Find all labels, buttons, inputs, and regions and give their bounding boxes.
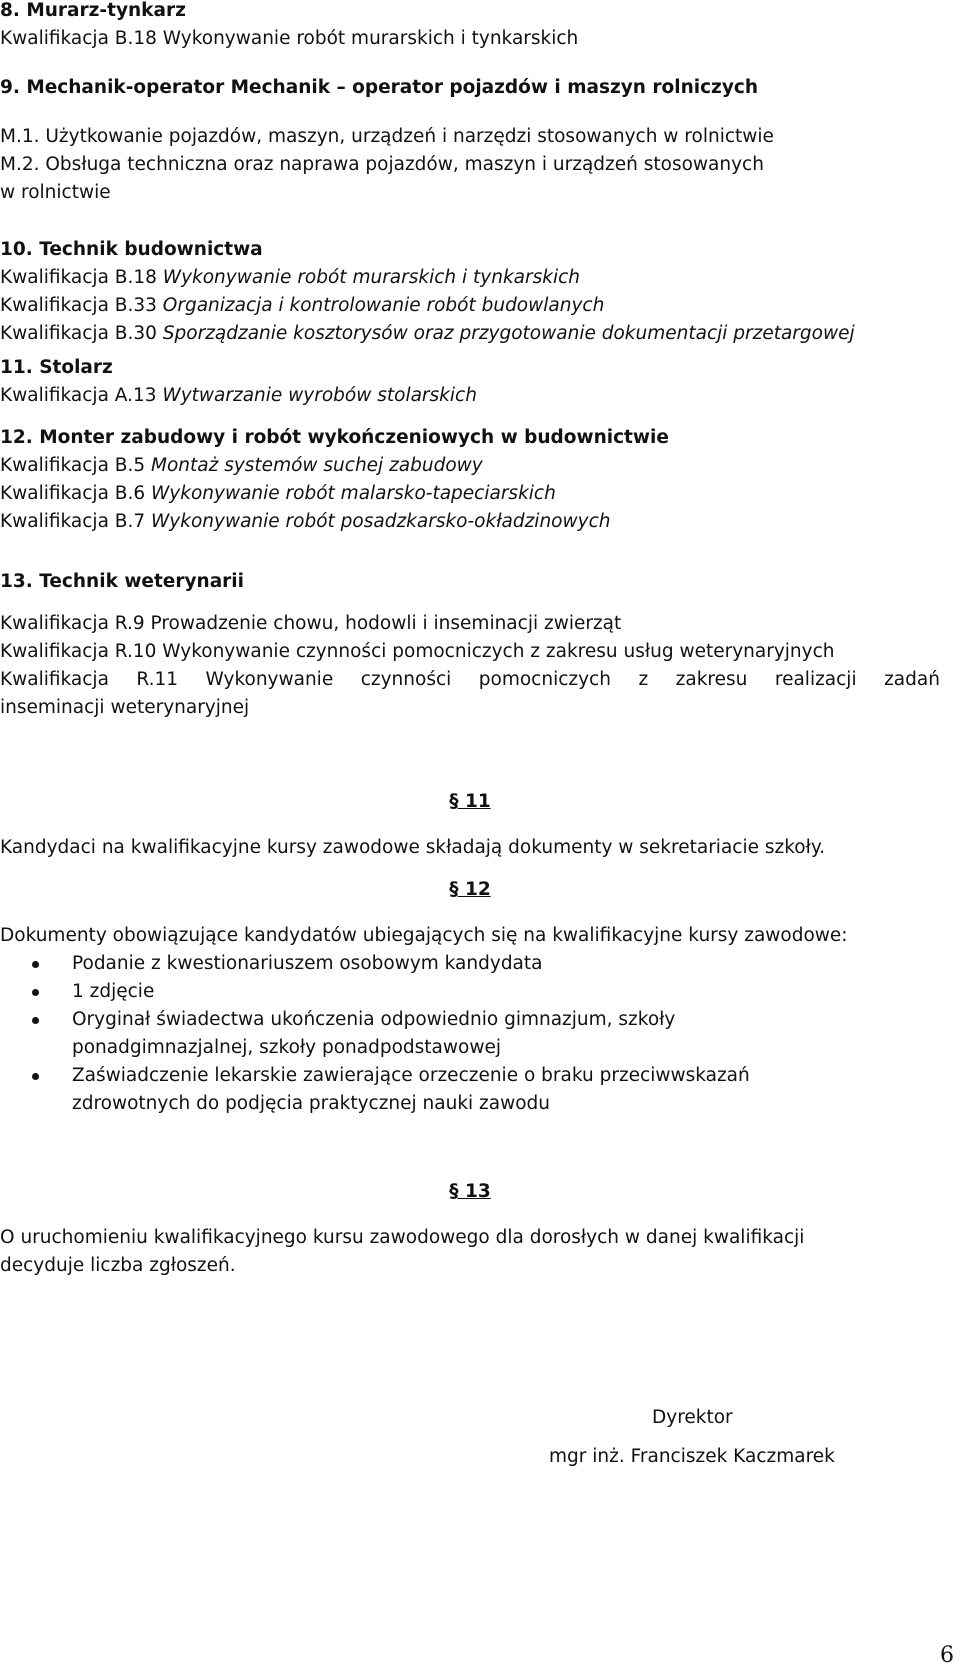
document-list [0,950,832,1118]
section-12 [0,424,940,536]
qualification-line-justified: Kwalifikacja R.11 Wykonywanie czynności pomocniczych z zakresu realizacji zadań [0,669,940,690]
section-9-line: M.1. Użytkowanie pojazdów, maszyn, urządzeń i narzędzi stosowanych w rolnictwie [0,126,774,147]
document-list-item: 1 zdjęcie [72,978,832,1006]
section-9-line: w rolnictwie [0,182,111,203]
paragraph-12 [0,876,940,1118]
qualification-line: Kwalifikacja R.10 Wykonywanie czynności pomocniczych z zakresu usług weterynaryjnych [0,641,835,662]
signature-name: mgr inż. Franciszek Kaczmarek [549,1446,835,1467]
section-8-line: Kwalifikacja B.18 Wykonywanie robót murarskich i tynkarskich [0,28,579,49]
paragraph-13-text: O uruchomieniu kwalifikacyjnego kursu zawodowego dla dorosłych w danej kwalifikacji decyduje liczba zgłoszeń. [0,1227,805,1276]
qualification-line: Kwalifikacja B.6 Wykonywanie robót malarsko-tapeciarskich [0,483,556,504]
section-9 [0,74,940,207]
page-number: 6 [940,1643,954,1668]
qualification-line: Kwalifikacja B.30 Sporządzanie kosztorysów oraz przygotowanie dokumentacji przetargowej [0,323,855,344]
qualification-line: Kwalifikacja B.7 Wykonywanie robót posadzkarsko-okładzinowych [0,511,611,532]
section-10 [0,236,940,348]
paragraph-11-title: § 11 [449,791,491,812]
section-12-heading: 12. Monter zabudowy i robót wykończeniowych w budownictwie [0,427,669,448]
section-13 [0,568,940,722]
paragraph-12-intro: Dokumenty obowiązujące kandydatów ubiegających się na kwalifikacyjne kursy zawodowe: [0,925,848,946]
qualification-line: Kwalifikacja B.5 Montaż systemów suchej zabudowy [0,455,483,476]
section-13-heading: 13. Technik weterynarii [0,571,244,592]
qualification-line: Kwalifikacja B.33 Organizacja i kontrolowanie robót budowlanych [0,295,605,316]
paragraph-12-title: § 12 [449,879,491,900]
qualification-line: Kwalifikacja B.18 Wykonywanie robót murarskich i tynkarskich [0,267,580,288]
section-8 [0,0,940,53]
section-11-heading: 11. Stolarz [0,357,113,378]
qualification-line: inseminacji weterynaryjnej [0,697,250,718]
signature-role: Dyrektor [652,1407,733,1428]
paragraph-13 [0,1178,940,1280]
section-11 [0,354,940,410]
paragraph-13-title: § 13 [449,1181,491,1202]
section-8-heading: 8. Murarz-tynkarz [0,0,186,21]
section-9-heading: 9. Mechanik-operator Mechanik – operator pojazdów i maszyn rolniczych [0,77,759,98]
section-10-heading: 10. Technik budownictwa [0,239,263,260]
document-list-item: Oryginał świadectwa ukończenia odpowiednio gimnazjum, szkoły ponadgimnazjalnej, szkoły ponadpodstawowej [72,1006,732,1062]
paragraph-11 [0,788,940,862]
paragraph-11-text: Kandydaci na kwalifikacyjne kursy zawodowe składają dokumenty w sekretariacie szkoły. [0,837,826,858]
qualification-line: Kwalifikacja R.9 Prowadzenie chowu, hodowli i inseminacji zwierząt [0,613,622,634]
document-list-item: Podanie z kwestionariuszem osobowym kandydata [72,950,832,978]
section-9-line: M.2. Obsługa techniczna oraz naprawa pojazdów, maszyn i urządzeń stosowanych [0,154,764,175]
document-list-item: Zaświadczenie lekarskie zawierające orzeczenie o braku przeciwwskazań zdrowotnych do podjęcia praktycznej nauki zawodu [72,1062,812,1118]
qualification-line: Kwalifikacja A.13 Wytwarzanie wyrobów stolarskich [0,385,477,406]
